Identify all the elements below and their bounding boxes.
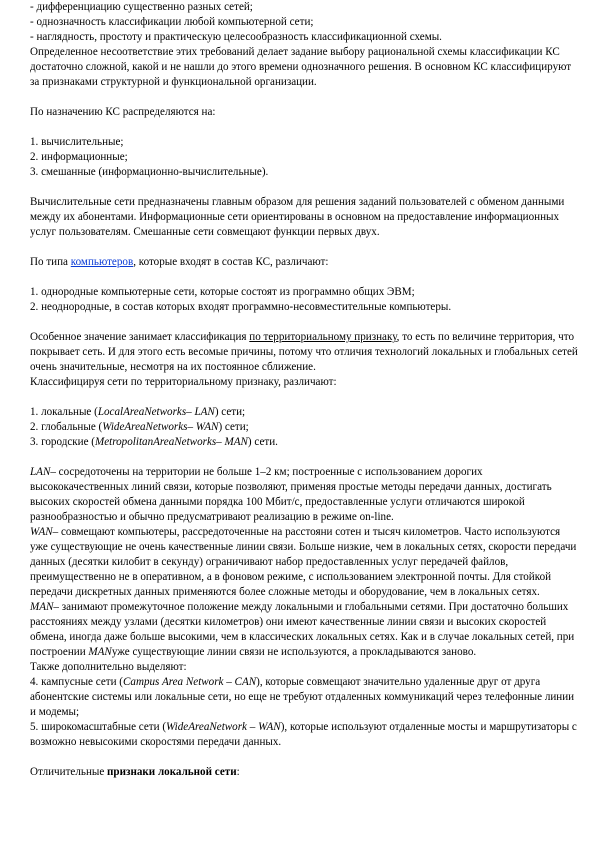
- wan-paragraph: WAN– совмещают компьютеры, рассредоточенные на расстояни сотен и тысяч километров. Часто используются уже существующие не очень качественные линии связи. Больше низкие, чем в локальных сетях, скорости передачи данных (десятки килобит в секунду) ограничивают набор предоставленных услуг передачей файлов, преимущественно не в оперативном, а в фоновом режиме, с использованием электронной почты. Для стойкой передачи дискретных данных применяются более сложные методы и оборудование, чем в локальных сетях.: [30, 526, 577, 598]
- requirements-paragraph: Определенное несоответствие этих требований делает задание выбору рациональной схемы классификации КС достаточно сложной, какой и не нашли до этого времени однозначного решения. В основном КС классифицируют за признаками структурной и функциональной организации.: [30, 46, 572, 88]
- list-item: - однозначность классификации любой компьютерной сети;: [30, 16, 314, 28]
- list-item: 2. глобальные (WideAreaNetworks– WAN) сети;: [30, 421, 249, 433]
- list-item: 1. локальные (LocalAreaNetworks– LAN) сети;: [30, 406, 246, 418]
- man-term: MAN: [30, 601, 54, 613]
- list-item: 2. неоднородные, в состав которых входят программно-несовместительные компьютеры.: [30, 301, 452, 313]
- list-item: 3. смешанные (информационно-вычислительные).: [30, 166, 269, 178]
- territorial-list: [30, 405, 578, 450]
- list-item: 4. кампусные сети (Campus Area Network – CAN), которые совмещают значительно удаленные друг от друга абонентские системы или локальные сети, но еще не требуют отдаленных коммуникаций через телефонные линии и модемы;: [30, 676, 575, 718]
- computers-link[interactable]: компьютеров: [70, 256, 134, 268]
- list-item: 5. широкомасштабные сети (WideAreaNetwork – WAN), которые используют отдаленные мосты и маршрутизаторы с возможно невысокими скоростями передачи данных.: [30, 721, 577, 748]
- purpose-paragraph: Вычислительные сети предназначены главным образом для решения заданий пользователей с обменом данными между их абонентами. Информационные сети ориентированы в основном на предоставление информационных услуг пользователям. Смешанные сети совмещают функции первых двух.: [30, 196, 565, 238]
- man-paragraph: MAN– занимают промежуточное положение между локальными и глобальными сетями. При достаточно больших расстояниях между узлами (десятки километров) они имеют качественные линии связи и высоких скоростей обмена, иногда даже больше высокими, чем в классических локальных сетях. Как и в случае локальных сетей, при построении MANуже существующие линии связи не используются, а прокладываются заново.: [30, 601, 575, 658]
- requirements-list: [30, 0, 578, 45]
- list-item: - дифференциацию существенно разных сетей;: [30, 1, 253, 13]
- territorial-intro: Классифицируя сети по территориальному признаку, различают:: [30, 376, 337, 388]
- list-item: 2. информационные;: [30, 151, 128, 163]
- additional-intro: Также дополнительно выделяют:: [30, 661, 187, 673]
- list-item: 3. городские (MetropolitanAreaNetworks– MAN) сети.: [30, 436, 278, 448]
- computer-type-intro: По типа компьютеров, которые входят в состав КС, различают:: [30, 256, 329, 268]
- list-item: - наглядность, простоту и практическую целесообразность классификационной схемы.: [30, 31, 442, 43]
- list-item: 1. вычислительные;: [30, 136, 124, 148]
- lan-term: LAN: [30, 466, 51, 478]
- territorial-term: по территориальному признаку: [249, 331, 397, 343]
- document-body: [30, 0, 578, 780]
- wan-term: WAN: [30, 526, 53, 538]
- local-network-features-heading: Отличительные признаки локальной сети:: [30, 766, 240, 778]
- additional-list: [30, 675, 578, 750]
- purpose-list: [30, 135, 578, 180]
- purpose-intro: По назначению КС распределяются на:: [30, 106, 216, 118]
- computer-type-list: [30, 285, 578, 315]
- list-item: 1. однородные компьютерные сети, которые состоят из программно общих ЭВМ;: [30, 286, 415, 298]
- lan-paragraph: LAN– сосредоточены на территории не больше 1–2 км; построенные с использованием дорогих высококачественных линий связи, которые позволяют, применяя простые методы передачи данных, достигать высоких скоростей обмена данными порядка 100 Мбит/с, предоставленные услуги отличаются широкой разнообразностью и обычно предусматривают реализацию в режиме on-line.: [30, 466, 552, 523]
- territorial-paragraph: Особенное значение занимает классификация по территориальному признаку, то есть по величине территория, что покрывает сеть. И для этого есть весомые причины, потому что отличия технологий локальных и глобальных сетей очень значительные, несмотря на их постоянное сближение.: [30, 331, 578, 373]
